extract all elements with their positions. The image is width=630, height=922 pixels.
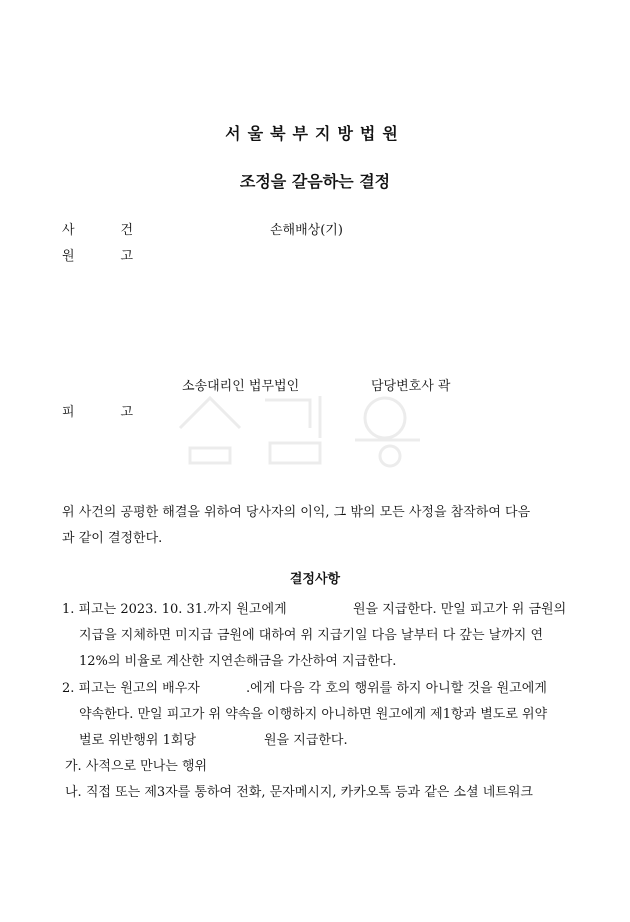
lawyer-in-charge: 담당변호사 곽	[371, 379, 451, 394]
watermark-logo	[170, 388, 460, 468]
intro-line-2: 과 같이 결정한다.	[62, 531, 163, 546]
sub-item-b: 나. 직접 또는 제3자를 통하여 전화, 문자메시지, 카카오톡 등과 같은 소셜 네트워크	[65, 785, 533, 800]
item1-line1-a: 1. 피고는 2023. 10. 31.까지 원고에게	[62, 602, 287, 617]
case-label	[62, 219, 180, 238]
document-title: 조정을 갈음하는 결정	[239, 172, 391, 191]
defendant-label-text: 피고	[62, 405, 180, 420]
item2-line3-a: 벌로 위반행위 1회당	[79, 733, 196, 748]
legal-agent: 소송대리인 법무법인	[182, 379, 300, 394]
item2-line1-a: 2. 피고는 원고의 배우자	[62, 681, 200, 696]
defendant-label	[62, 401, 180, 420]
plaintiff-label-text: 원고	[62, 249, 180, 264]
case-label-text: 사건	[62, 223, 180, 238]
item2-line1-b: .에게 다음 각 호의 행위를 하지 아니할 것을 원고에게	[246, 681, 547, 696]
item1-line1-b: 원을 지급한다. 만일 피고가 위 금원의	[353, 602, 567, 617]
plaintiff-label	[62, 245, 180, 264]
intro-line-1: 위 사건의 공평한 해결을 위하여 당사자의 이익, 그 밖의 모든 사정을 참작하여 다음	[62, 505, 531, 520]
decision-heading: 결정사항	[289, 572, 341, 587]
case-value: 손해배상(기)	[270, 223, 343, 238]
court-name: 서울북부지방법원	[225, 124, 405, 143]
item1-line2: 지급을 지체하면 미지급 금원에 대하여 위 지급기일 다음 날부터 다 갚는 날까지 연	[79, 628, 544, 643]
item2-line3-b: 원을 지급한다.	[264, 733, 348, 748]
item1-line3: 12%의 비율로 계산한 지연손해금을 가산하여 지급한다.	[79, 654, 397, 669]
item2-line2: 약속한다. 만일 피고가 위 약속을 이행하지 아니하면 원고에게 제1항과 별도로 위약	[79, 707, 548, 722]
sub-item-a: 가. 사적으로 만나는 행위	[65, 759, 208, 774]
